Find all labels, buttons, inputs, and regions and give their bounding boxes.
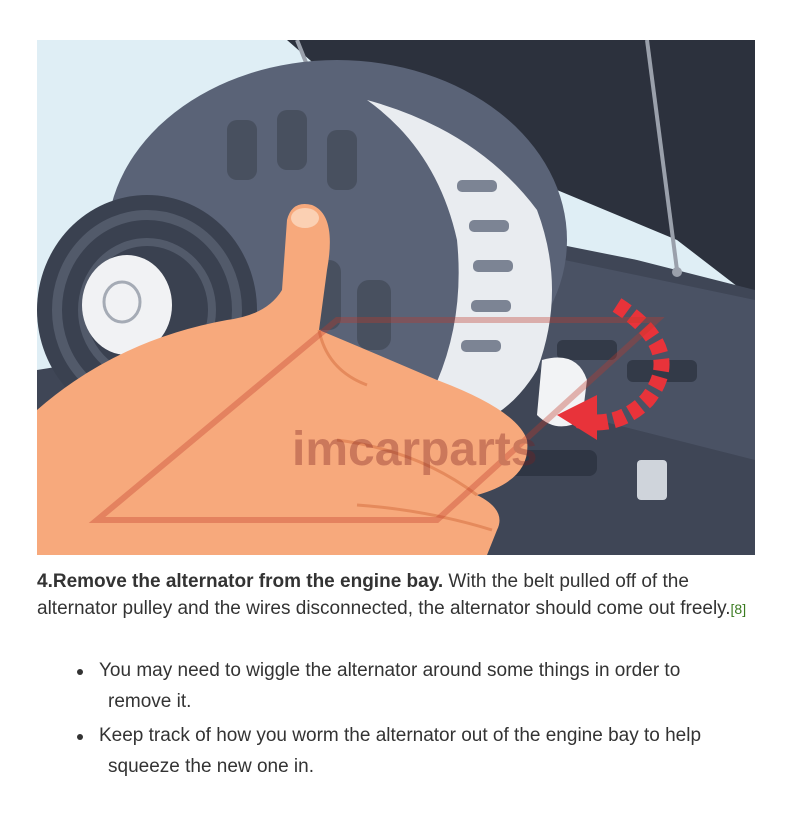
step-number: 4. bbox=[37, 571, 53, 592]
list-item bbox=[70, 720, 760, 782]
bullet-icon bbox=[77, 669, 83, 675]
step-text bbox=[37, 568, 762, 623]
tip-line: squeeze the new one in. bbox=[108, 756, 314, 777]
step-body: With the belt pulled off of the alternator pulley and the wires disconnected, the alternator should come out freely. bbox=[37, 571, 731, 619]
watermark-text: imcarparts bbox=[292, 423, 538, 476]
engine-connector bbox=[637, 460, 667, 500]
tip-text bbox=[99, 655, 760, 717]
tip-text bbox=[99, 720, 760, 782]
bullet-icon bbox=[77, 734, 83, 740]
thumbnail bbox=[291, 208, 319, 228]
tip-line: You may need to wiggle the alternator around some things in order to bbox=[99, 660, 681, 681]
tips-list bbox=[70, 655, 760, 785]
tip-line: Keep track of how you worm the alternator out of the engine bay to help bbox=[99, 725, 702, 746]
step-title: Remove the alternator from the engine bay. bbox=[52, 571, 444, 592]
step-illustration bbox=[37, 40, 755, 555]
strut-end bbox=[672, 267, 682, 277]
reference-link[interactable]: [8] bbox=[730, 601, 747, 617]
engine-part bbox=[557, 340, 617, 360]
alternator-illustration-svg bbox=[37, 40, 755, 555]
tip-line: remove it. bbox=[108, 691, 192, 712]
list-item bbox=[70, 655, 760, 717]
